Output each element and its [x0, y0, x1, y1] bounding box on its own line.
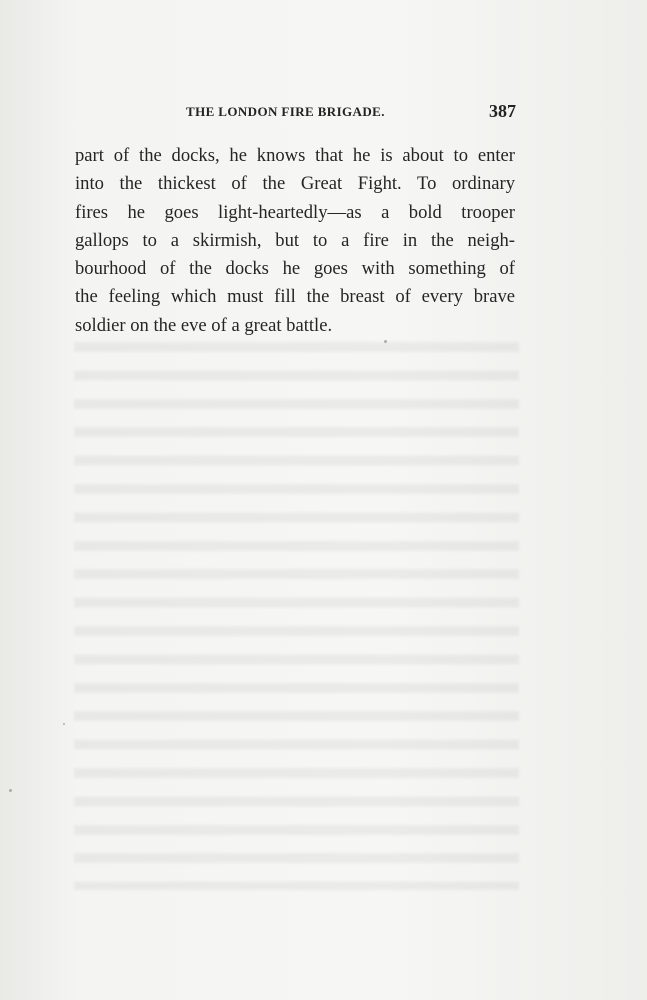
ink-speck	[384, 340, 387, 343]
text-line: gallops to a skirmish, but to a fire in the neigh-	[75, 229, 515, 251]
ink-speck	[9, 789, 12, 792]
text-line: bourhood of the docks he goes with something of	[75, 258, 515, 280]
show-through-text	[74, 330, 519, 890]
text-line: soldier on the eve of a great battle.	[75, 314, 333, 336]
ink-speck	[63, 723, 65, 725]
page-number: 387	[489, 101, 516, 121]
text-line: into the thickest of the Great Fight. To ordinary	[75, 173, 515, 195]
text-line: part of the docks, he knows that he is about to enter	[75, 145, 515, 166]
text-line: the feeling which must fill the breast of every brave	[75, 286, 515, 308]
running-head	[186, 101, 516, 123]
running-title: THE LONDON FIRE BRIGADE.	[186, 104, 385, 119]
paragraph	[75, 142, 515, 340]
text-line: fires he goes light-heartedly—as a bold trooper	[75, 201, 515, 223]
